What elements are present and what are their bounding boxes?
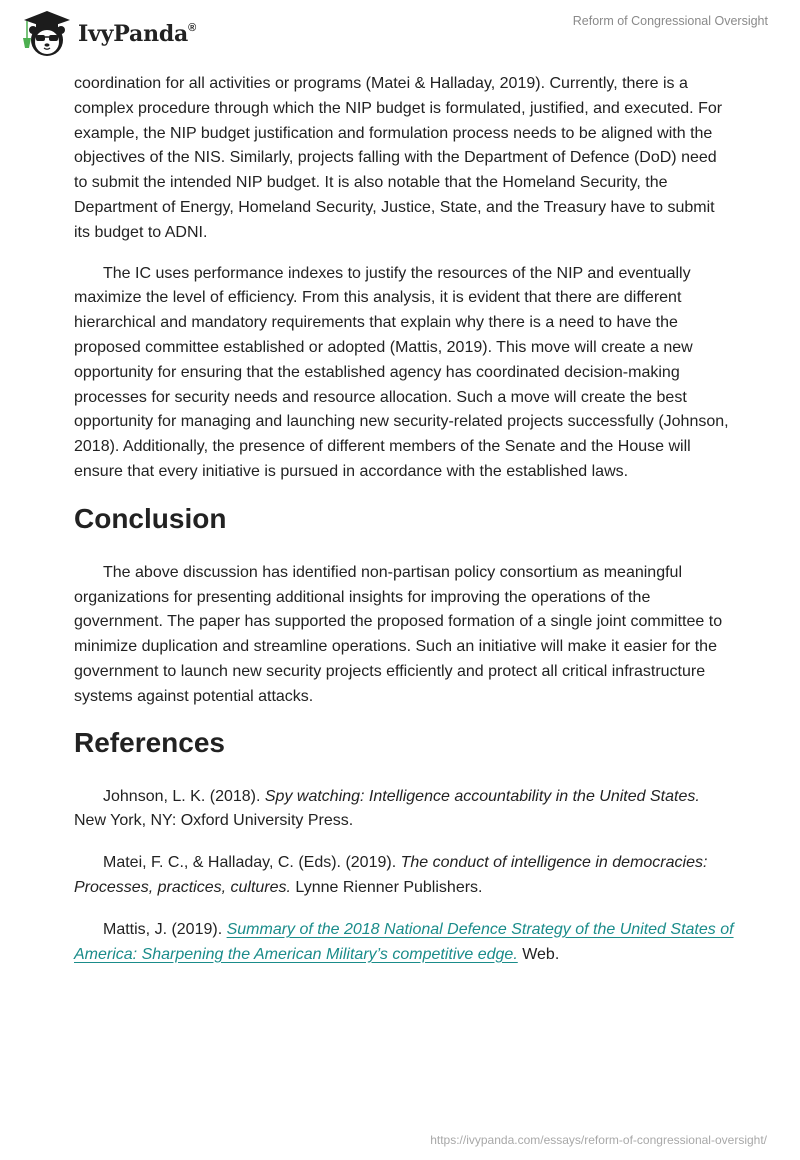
reference-item xyxy=(74,851,734,901)
conclusion-heading: Conclusion xyxy=(74,502,227,534)
reference-title: The conduct of intelligence in democracies: Processes, practices, cultures. xyxy=(74,854,708,896)
reference-publisher: Lynne Rienner Publishers. xyxy=(290,878,483,896)
source-url[interactable]: https://ivypanda.com/essays/reform-of-congressional-oversight/ xyxy=(430,1133,767,1147)
reference-item xyxy=(74,785,734,835)
panda-graduate-icon xyxy=(18,8,76,58)
reference-item xyxy=(74,918,734,968)
logo-wordmark: IvyPanda® xyxy=(78,21,197,47)
reference-title-link[interactable]: Summary of the 2018 National Defence Strategy of the United States of America: Sharpening the American Military’s competitive edge. xyxy=(74,920,734,963)
document-title: Reform of Congressional Oversight xyxy=(572,14,768,28)
page-header xyxy=(0,0,800,62)
body-paragraph: The IC uses performance indexes to justify the resources of the NIP and eventually maximize the level of efficiency. From this analysis, it is evident that there are different hierarchical and mandatory requirements that explain why there is a need to have the proposed committee established or adopted (Mattis, 2019). This move will create a new opportunity for ensuring that the established agency has coordinated decision-making processes for security needs and resource allocation. Such a move will create the best opportunity for managing and launching new security-related projects successfully (Johnson, 2018). Additionally, the presence of different members of the Senate and the House will ensure that every initiative is pursued in accordance with the established laws. xyxy=(74,264,729,480)
reference-authors: Matei, F. C., & Halladay, C. (Eds). (2019). xyxy=(103,854,401,872)
conclusion-paragraph: The above discussion has identified non-partisan policy consortium as meaningful organizations for presenting additional insights for improving the operations of the government. The paper has supported the proposed formation of a single joint committee to minimize duplication and streamline operations. Such an initiative will make it easier for the government to launch new security projects efficiently and protect all critical infrastructure systems against potential attacks. xyxy=(74,563,723,705)
reference-authors: Johnson, L. K. (2018). xyxy=(103,787,265,805)
reference-title: Spy watching: Intelligence accountability in the United States. xyxy=(264,787,700,805)
reference-publisher: Web. xyxy=(517,945,560,963)
ivypanda-logo[interactable] xyxy=(18,8,196,58)
references-heading: References xyxy=(74,726,225,758)
reference-publisher: New York, NY: Oxford University Press. xyxy=(74,812,354,830)
essay-content xyxy=(74,72,734,984)
reference-authors: Mattis, J. (2019). xyxy=(103,920,227,938)
body-paragraph: coordination for all activities or programs (Matei & Halladay, 2019). Currently, there is a complex procedure through which the NIP budget is formulated, justified, and executed. For example, the NIP budget justification and formulation process needs to be aligned with the objectives of the NIS. Similarly, projects falling with the Department of Defence (DoD) need to submit the intended NIP budget. It is also notable that the Homeland Security, the Department of Energy, Homeland Security, Justice, State, and the Treasury have to submit its budget to ADNI. xyxy=(74,75,723,241)
